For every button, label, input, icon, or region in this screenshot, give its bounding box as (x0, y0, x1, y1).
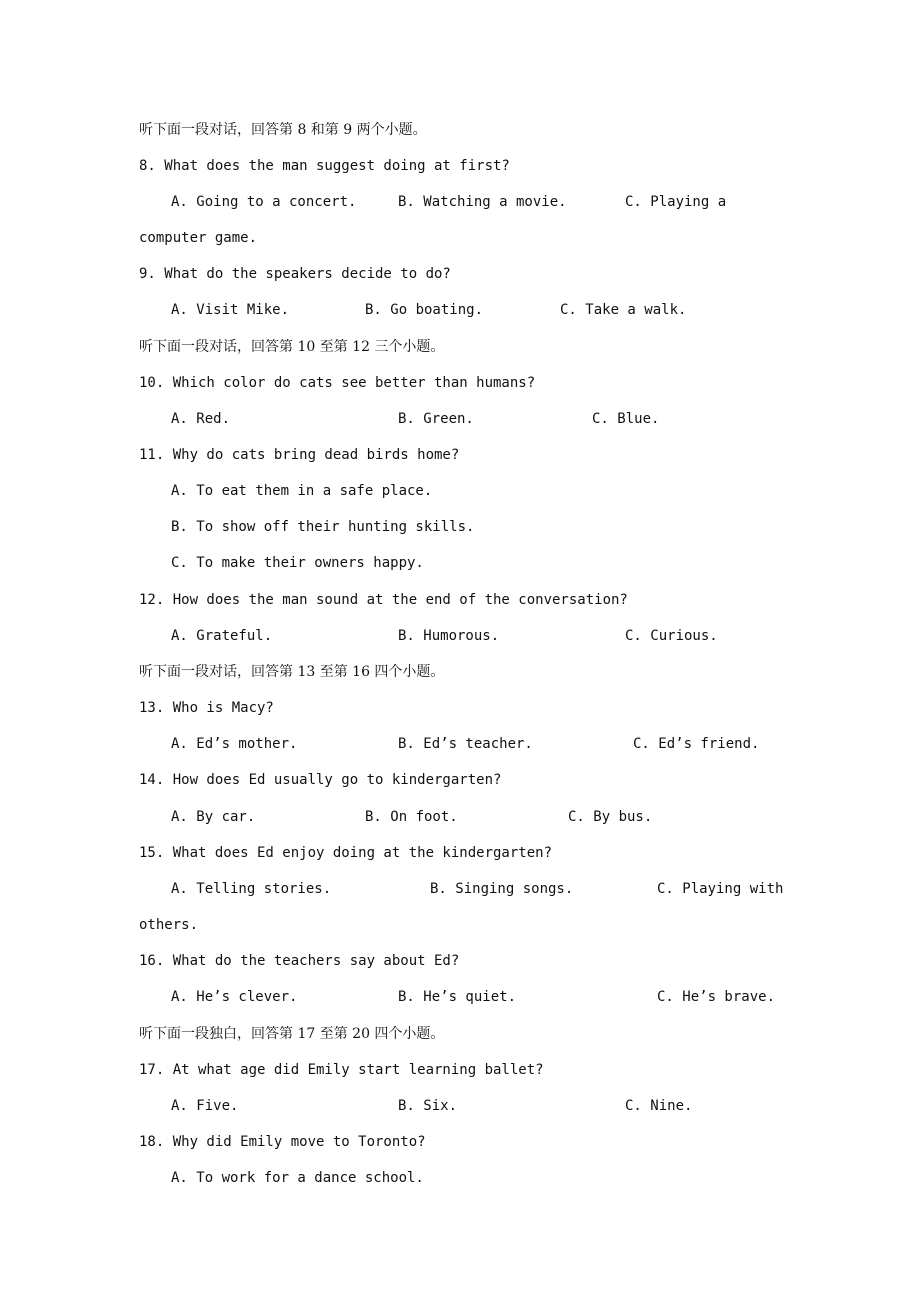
q16-option-a: A. He’s clever. (171, 989, 298, 1005)
section-heading: 听下面一段对话，回答第 8 和第 9 两个小题。 (139, 122, 427, 138)
question-15: 15. What does Ed enjoy doing at the kindergarten? (139, 845, 553, 861)
q13-option-a: A. Ed’s mother. (171, 736, 298, 752)
q11-option-c: C. To make their owners happy. (171, 555, 424, 571)
q17-option-b: B. Six. (398, 1098, 458, 1114)
q15-option-a: A. Telling stories. (171, 881, 332, 897)
q11-option-b: B. To show off their hunting skills. (171, 519, 475, 535)
section-heading: 听下面一段独白，回答第 17 至第 20 四个小题。 (139, 1026, 445, 1042)
section-heading: 听下面一段对话，回答第 10 至第 12 三个小题。 (139, 339, 445, 355)
q10-option-b: B. Green. (398, 411, 474, 427)
q8-option-a: A. Going to a concert. (171, 194, 357, 210)
q12-option-a: A. Grateful. (171, 628, 273, 644)
q15-option-c-continued: others. (139, 917, 199, 933)
q8-option-b: B. Watching a movie. (398, 194, 567, 210)
q14-option-b: B. On foot. (365, 809, 458, 825)
question-17: 17. At what age did Emily start learning ballet? (139, 1062, 544, 1078)
q12-option-b: B. Humorous. (398, 628, 500, 644)
question-13: 13. Who is Macy? (139, 700, 274, 716)
question-12: 12. How does the man sound at the end of the conversation? (139, 592, 628, 608)
q15-option-b: B. Singing songs. (430, 881, 574, 897)
section-heading: 听下面一段对话，回答第 13 至第 16 四个小题。 (139, 664, 445, 680)
q15-option-c: C. Playing with (657, 881, 784, 897)
q14-option-a: A. By car. (171, 809, 256, 825)
q11-option-a: A. To eat them in a safe place. (171, 483, 433, 499)
q8-option-c-continued: computer game. (139, 230, 258, 246)
question-10: 10. Which color do cats see better than humans? (139, 375, 536, 391)
q13-option-c: C. Ed’s friend. (633, 736, 760, 752)
question-14: 14. How does Ed usually go to kindergarten? (139, 772, 502, 788)
q9-option-c: C. Take a walk. (560, 302, 687, 318)
q18-option-a: A. To work for a dance school. (171, 1170, 424, 1186)
question-9: 9. What do the speakers decide to do? (139, 266, 451, 282)
question-8: 8. What does the man suggest doing at first? (139, 158, 510, 174)
q12-option-c: C. Curious. (625, 628, 718, 644)
q17-option-a: A. Five. (171, 1098, 239, 1114)
question-16: 16. What do the teachers say about Ed? (139, 953, 460, 969)
question-18: 18. Why did Emily move to Toronto? (139, 1134, 426, 1150)
q13-option-b: B. Ed’s teacher. (398, 736, 533, 752)
question-11: 11. Why do cats bring dead birds home? (139, 447, 460, 463)
q9-option-a: A. Visit Mike. (171, 302, 290, 318)
q8-option-c: C. Playing a (625, 194, 727, 210)
q16-option-b: B. He’s quiet. (398, 989, 517, 1005)
q16-option-c: C. He’s brave. (657, 989, 776, 1005)
q17-option-c: C. Nine. (625, 1098, 693, 1114)
q9-option-b: B. Go boating. (365, 302, 484, 318)
q14-option-c: C. By bus. (568, 809, 653, 825)
q10-option-c: C. Blue. (592, 411, 660, 427)
q10-option-a: A. Red. (171, 411, 231, 427)
